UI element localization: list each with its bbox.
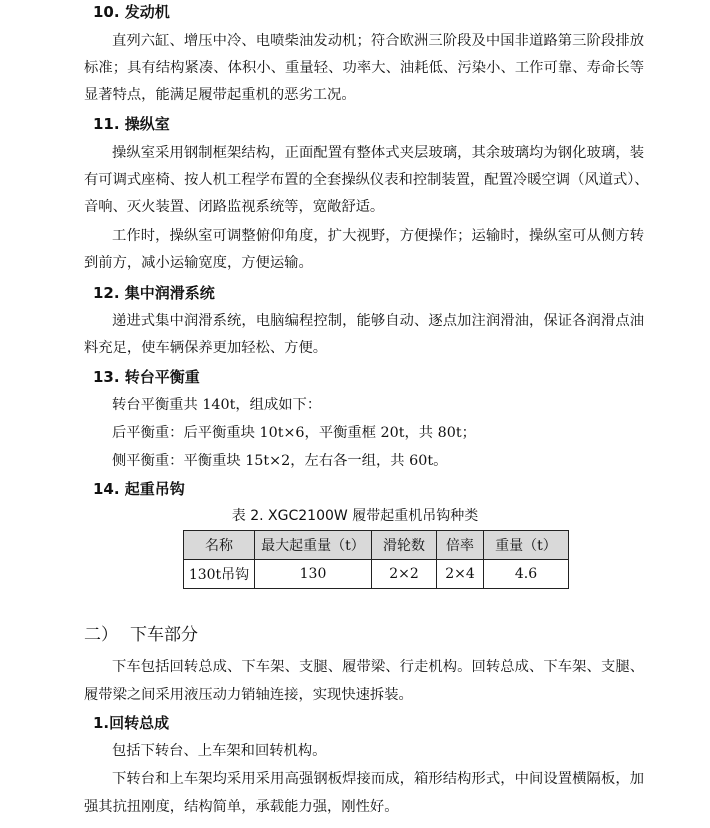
heading-slewing-assembly: 1.回转总成 bbox=[93, 714, 170, 732]
table-header: 重量（t） bbox=[484, 531, 569, 560]
text-line: 侧平衡重：平衡重块 15t×2，左右各一组，共 60t。 bbox=[112, 453, 448, 469]
heading-counterweight: 13. 转台平衡重 bbox=[93, 368, 200, 386]
text-line: 工作时，操纵室可调整俯仰角度，扩大视野，方便操作；运输时，操纵室可从侧方转 bbox=[112, 228, 644, 244]
text-line: 包括下转台、上车架和回转机构。 bbox=[112, 743, 327, 759]
heading-number: 二） bbox=[84, 625, 118, 645]
text-line: 递进式集中润滑系统，电脑编程控制，能够自动、逐点加注润滑油，保证各润滑点油 bbox=[112, 313, 644, 329]
text-line: 下车包括回转总成、下车架、支腿、履带梁、行走机构。回转总成、下车架、支腿、 bbox=[112, 659, 644, 675]
text-line: 音响、灭火装置、闭路监视系统等，宽敞舒适。 bbox=[84, 199, 385, 215]
table-header: 滑轮数 bbox=[372, 531, 437, 560]
text-line: 到前方，减小运输宽度，方便运输。 bbox=[84, 255, 313, 271]
table-cell: 130t吊钩 bbox=[184, 560, 255, 589]
table-row bbox=[184, 560, 569, 589]
heading-hook: 14. 起重吊钩 bbox=[93, 480, 185, 498]
text-line: 操纵室采用钢制框架结构，正面配置有整体式夹层玻璃，其余玻璃均为钢化玻璃，装 bbox=[112, 145, 644, 161]
text-line: 显著特点，能满足履带起重机的恶劣工况。 bbox=[84, 87, 356, 103]
heading-cab: 11. 操纵室 bbox=[93, 115, 170, 133]
text-line: 标准；具有结构紧凑、体积小、重量轻、功率大、油耗低、污染小、工作可靠、寿命长等 bbox=[84, 60, 644, 76]
table-cell: 2×4 bbox=[437, 560, 484, 589]
text-line: 履带梁之间采用液压动力销轴连接，实现快速拆装。 bbox=[84, 687, 413, 703]
table-header: 名称 bbox=[184, 531, 255, 560]
text-line: 下转台和上车架均采用采用高强钢板焊接而成，箱形结构形式，中间设置横隔板，加 bbox=[112, 771, 644, 787]
heading-lubrication: 12. 集中润滑系统 bbox=[93, 284, 215, 302]
heading-undercarriage bbox=[84, 624, 198, 646]
hook-table bbox=[183, 530, 569, 589]
table-cell: 2×2 bbox=[372, 560, 437, 589]
heading-engine: 10. 发动机 bbox=[93, 3, 170, 21]
table-cell: 4.6 bbox=[484, 560, 569, 589]
table-header: 倍率 bbox=[437, 531, 484, 560]
text-line: 转台平衡重共 140t，组成如下： bbox=[112, 397, 322, 413]
table-header: 最大起重量（t） bbox=[255, 531, 372, 560]
heading-title: 下车部分 bbox=[130, 625, 198, 645]
table-cell: 130 bbox=[255, 560, 372, 589]
text-line: 后平衡重：后平衡重块 10t×6，平衡重框 20t，共 80t； bbox=[112, 425, 476, 441]
text-line: 料充足，使车辆保养更加轻松、方便。 bbox=[84, 340, 328, 356]
text-line: 强其抗扭刚度，结构简单，承载能力强，刚性好。 bbox=[84, 799, 399, 815]
text-line: 直列六缸、增压中冷、电喷柴油发动机；符合欧洲三阶段及中国非道路第三阶段排放 bbox=[112, 33, 644, 49]
text-line: 有可调式座椅、按人机工程学布置的全套操纵仪表和控制装置，配置冷暖空调（风道式）、 bbox=[84, 172, 649, 188]
table-caption: 表 2. XGC2100W 履带起重机吊钩种类 bbox=[231, 508, 479, 524]
table-header-row bbox=[184, 531, 569, 560]
